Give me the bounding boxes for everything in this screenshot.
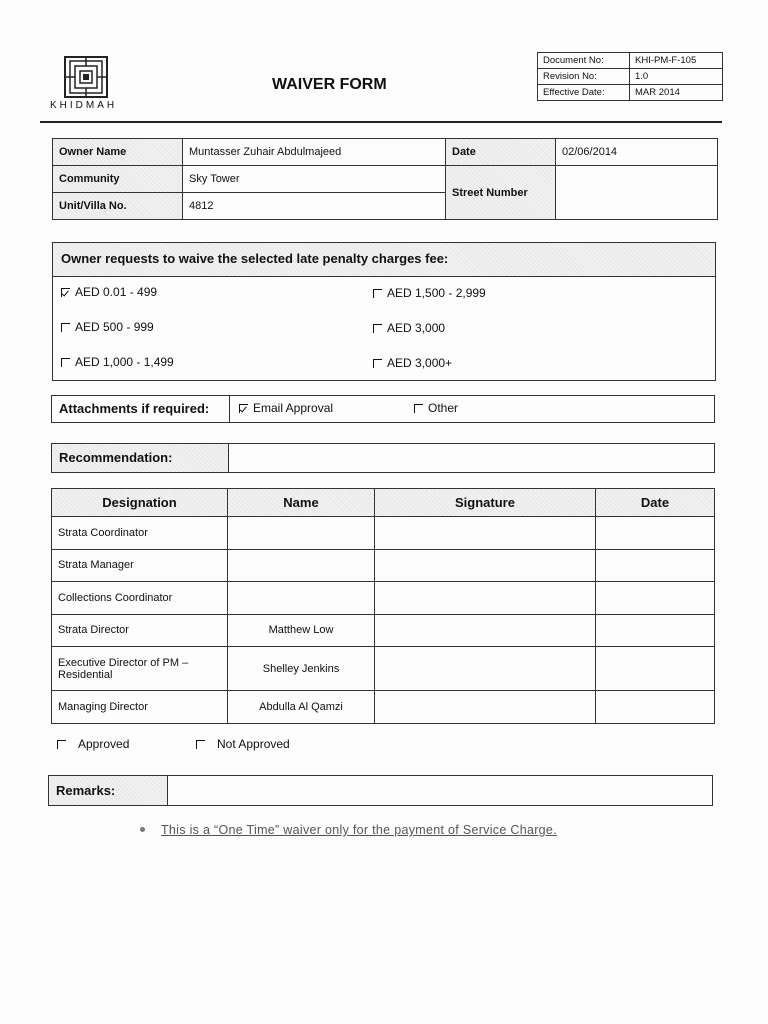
revision-label: Revision No: — [538, 69, 630, 85]
table-row — [52, 582, 715, 615]
table-row — [52, 647, 715, 691]
date-cell[interactable] — [596, 647, 715, 691]
name-cell[interactable]: Matthew Low — [228, 614, 375, 647]
table-row — [52, 517, 715, 550]
date-cell[interactable] — [596, 614, 715, 647]
name-header: Name — [228, 489, 375, 517]
khidmah-logo — [50, 56, 122, 116]
penalty-option-label: AED 1,500 - 2,999 — [387, 286, 486, 300]
attachment-option-other[interactable] — [414, 401, 458, 415]
remarks-row — [48, 775, 713, 806]
recommendation-label: Recommendation: — [52, 444, 229, 472]
checkbox-icon[interactable] — [61, 358, 70, 367]
attachment-option-label: Other — [428, 401, 459, 415]
note-text: This is a “One Time” waiver only for the payment of Service Charge. — [161, 823, 557, 837]
checkbox-icon[interactable] — [61, 323, 70, 332]
penalty-option-3000[interactable] — [373, 321, 445, 335]
checkbox-icon[interactable] — [373, 359, 382, 368]
name-cell[interactable] — [228, 549, 375, 582]
recommendation-row — [51, 443, 715, 473]
name-cell[interactable] — [228, 517, 375, 550]
effective-date-value: MAR 2014 — [630, 85, 723, 101]
not-approved-label: Not Approved — [217, 737, 290, 751]
checkbox-icon[interactable] — [239, 404, 248, 413]
checkbox-icon[interactable] — [373, 289, 382, 298]
table-row — [52, 614, 715, 647]
penalty-option-label: AED 3,000+ — [387, 356, 453, 370]
penalty-option-1500-2999[interactable] — [373, 286, 486, 300]
signature-header: Signature — [375, 489, 596, 517]
not-approved-option[interactable] — [196, 737, 290, 751]
street-number-field[interactable] — [556, 166, 718, 220]
approved-label: Approved — [78, 737, 130, 751]
checkbox-icon[interactable] — [57, 740, 66, 749]
effective-date-label: Effective Date: — [538, 85, 630, 101]
signature-cell[interactable] — [375, 517, 596, 550]
attachments-label: Attachments if required: — [52, 396, 230, 422]
checkbox-icon[interactable] — [414, 404, 423, 413]
table-row — [52, 549, 715, 582]
penalty-option-label: AED 500 - 999 — [75, 320, 154, 334]
penalty-option-500-999[interactable] — [61, 320, 154, 334]
bullet-icon — [140, 827, 145, 832]
penalty-heading: Owner requests to waive the selected late penalty charges fee: — [53, 243, 715, 277]
name-cell[interactable]: Shelley Jenkins — [228, 647, 375, 691]
designation-cell: Collections Coordinator — [52, 582, 228, 615]
date-cell[interactable] — [596, 691, 715, 724]
signature-cell[interactable] — [375, 647, 596, 691]
signature-cell[interactable] — [375, 549, 596, 582]
doc-info-row — [538, 69, 723, 85]
penalty-option-label: AED 3,000 — [387, 321, 446, 335]
designation-cell: Strata Director — [52, 614, 228, 647]
checkbox-icon[interactable] — [196, 740, 205, 749]
penalty-option-0-01-499[interactable] — [61, 285, 157, 299]
signature-cell[interactable] — [375, 582, 596, 615]
signoff-header-row — [52, 489, 715, 517]
checkbox-icon[interactable] — [61, 288, 70, 297]
doc-info-row — [538, 53, 723, 69]
owner-name-label: Owner Name — [53, 139, 183, 166]
penalty-section — [52, 242, 716, 381]
checkbox-icon[interactable] — [373, 324, 382, 333]
signature-cell[interactable] — [375, 691, 596, 724]
name-cell[interactable] — [228, 582, 375, 615]
community-label: Community — [53, 166, 183, 193]
attachment-option-email-approval[interactable] — [239, 401, 333, 415]
owner-name-field[interactable]: Muntasser Zuhair Abdulmajeed — [183, 139, 446, 166]
designation-cell: Strata Manager — [52, 549, 228, 582]
remarks-label: Remarks: — [49, 776, 168, 805]
one-time-waiver-note — [140, 823, 557, 837]
logo-wordmark: KHIDMAH — [50, 100, 118, 111]
name-cell[interactable]: Abdulla Al Qamzi — [228, 691, 375, 724]
signoff-table — [51, 488, 715, 724]
approved-option[interactable] — [57, 737, 129, 751]
table-row — [52, 691, 715, 724]
date-cell[interactable] — [596, 582, 715, 615]
date-label: Date — [446, 139, 556, 166]
doc-info-row — [538, 85, 723, 101]
unit-villa-field[interactable]: 4812 — [183, 193, 446, 220]
penalty-option-label: AED 1,000 - 1,499 — [75, 355, 174, 369]
designation-cell: Managing Director — [52, 691, 228, 724]
date-field[interactable]: 02/06/2014 — [556, 139, 718, 166]
date-cell[interactable] — [596, 517, 715, 550]
penalty-option-1000-1499[interactable] — [61, 355, 174, 369]
attachments-row — [51, 395, 715, 423]
header-divider — [40, 121, 722, 123]
street-number-label: Street Number — [446, 166, 556, 220]
date-header: Date — [596, 489, 715, 517]
owner-details-table — [52, 138, 718, 220]
designation-cell: Strata Coordinator — [52, 517, 228, 550]
designation-cell: Executive Director of PM – Residential — [52, 647, 228, 691]
designation-header: Designation — [52, 489, 228, 517]
signature-cell[interactable] — [375, 614, 596, 647]
penalty-option-3000-plus[interactable] — [373, 356, 452, 370]
attachment-option-label: Email Approval — [253, 401, 334, 415]
revision-value: 1.0 — [630, 69, 723, 85]
khidmah-logo-mark-icon — [64, 56, 108, 98]
unit-villa-label: Unit/Villa No. — [53, 193, 183, 220]
community-field[interactable]: Sky Tower — [183, 166, 446, 193]
date-cell[interactable] — [596, 549, 715, 582]
penalty-option-label: AED 0.01 - 499 — [75, 285, 158, 299]
doc-number-label: Document No: — [538, 53, 630, 69]
form-title: WAIVER FORM — [272, 76, 387, 93]
doc-number-value: KHI-PM-F-105 — [630, 53, 723, 69]
document-info-table — [537, 52, 723, 101]
